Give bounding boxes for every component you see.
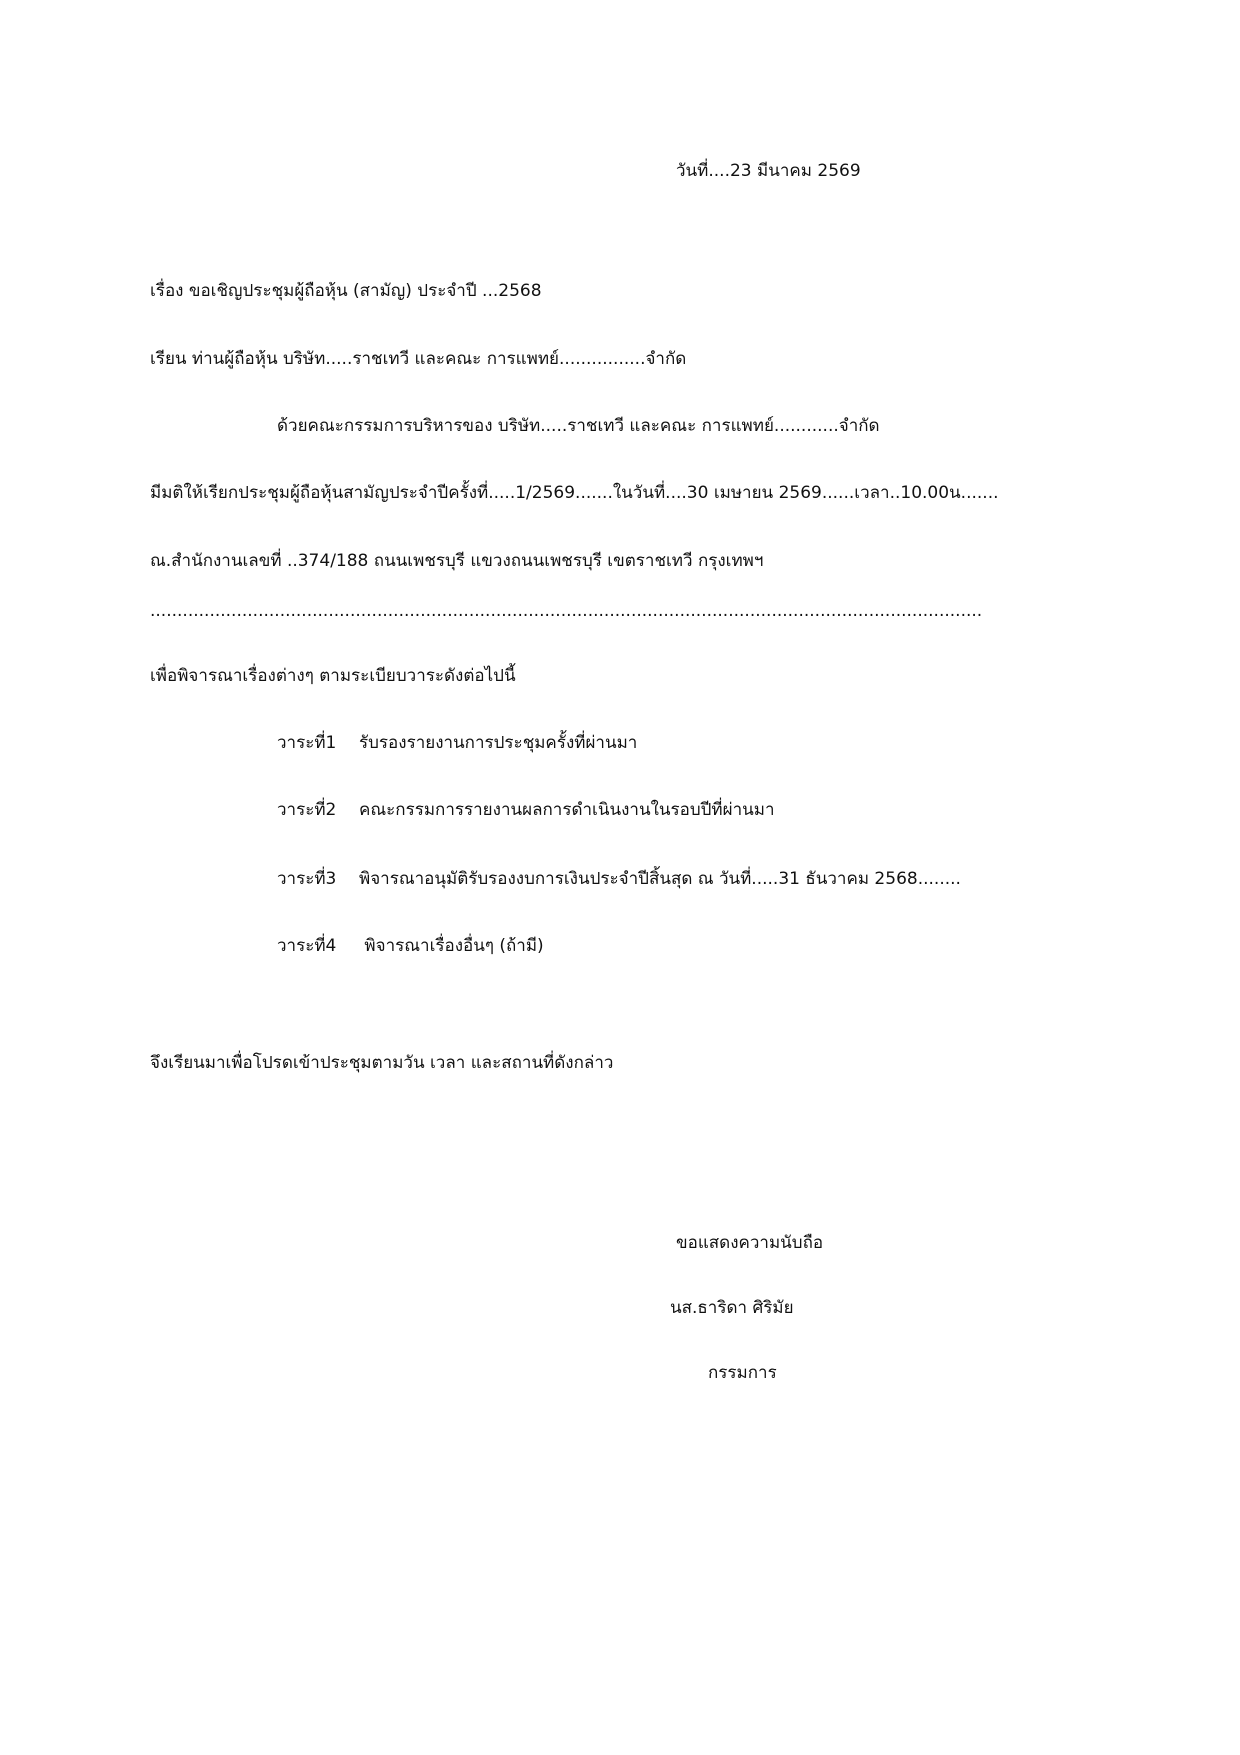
agenda-number: วาระที่3	[277, 869, 337, 889]
letter-regards: ขอแสดงความนับถือ	[676, 1233, 824, 1253]
signer-name: นส.ธาริดา ศิริมัย	[670, 1298, 794, 1318]
meeting-venue: ณ.สำนักงานเลขที่ ..374/188 ถนนเพชรบุรี แขวงถนนเพชรบุรี เขตราชเทวี กรุงเทพฯ	[150, 551, 764, 571]
agenda-number: วาระที่1	[277, 733, 337, 753]
dotted-line: ..........................................................................................................................................................	[150, 601, 983, 621]
agenda-number: วาระที่4	[277, 936, 337, 956]
letter-subject: เรื่อง ขอเชิญประชุมผู้ถือหุ้น (สามัญ) ประจำปี ...2568	[150, 281, 542, 301]
agenda-number: วาระที่2	[277, 800, 337, 820]
agenda-item	[277, 797, 775, 823]
agenda-text: คณะกรรมการรายงานผลการดำเนินงานในรอบปีที่ผ่านมา	[359, 800, 775, 820]
agenda-text: พิจารณาเรื่องอื่นๆ (ถ้ามี)	[359, 936, 544, 956]
agenda-item	[277, 933, 544, 959]
agenda-text: พิจารณาอนุมัติรับรองงบการเงินประจำปีสิ้นสุด ณ วันที่.....31 ธันวาคม 2568........	[359, 869, 961, 889]
letter-closing: จึงเรียนมาเพื่อโปรดเข้าประชุมตามวัน เวลา และสถานที่ดังกล่าว	[150, 1053, 614, 1073]
agenda-item	[277, 866, 961, 892]
agenda-intro: เพื่อพิจารณาเรื่องต่างๆ ตามระเบียบวาระดังต่อไปนี้	[150, 666, 516, 686]
agenda-item	[277, 730, 637, 756]
letter-intro: ด้วยคณะกรรมการบริหารของ บริษัท.....ราชเทวี และคณะ การแพทย์............จำกัด	[277, 416, 880, 436]
letter-salutation: เรียน ท่านผู้ถือหุ้น บริษัท.....ราชเทวี และคณะ การแพทย์................จำกัด	[150, 349, 687, 369]
signer-position: กรรมการ	[708, 1363, 777, 1383]
meeting-resolution: มีมติให้เรียกประชุมผู้ถือหุ้นสามัญประจำปีครั้งที่.....1/2569.......ในวันที่....30 เมษายน 2569......เวลา..10.00น.......	[150, 483, 999, 503]
letter-date: วันที่....23 มีนาคม 2569	[676, 161, 861, 181]
agenda-text: รับรองรายงานการประชุมครั้งที่ผ่านมา	[359, 733, 638, 753]
